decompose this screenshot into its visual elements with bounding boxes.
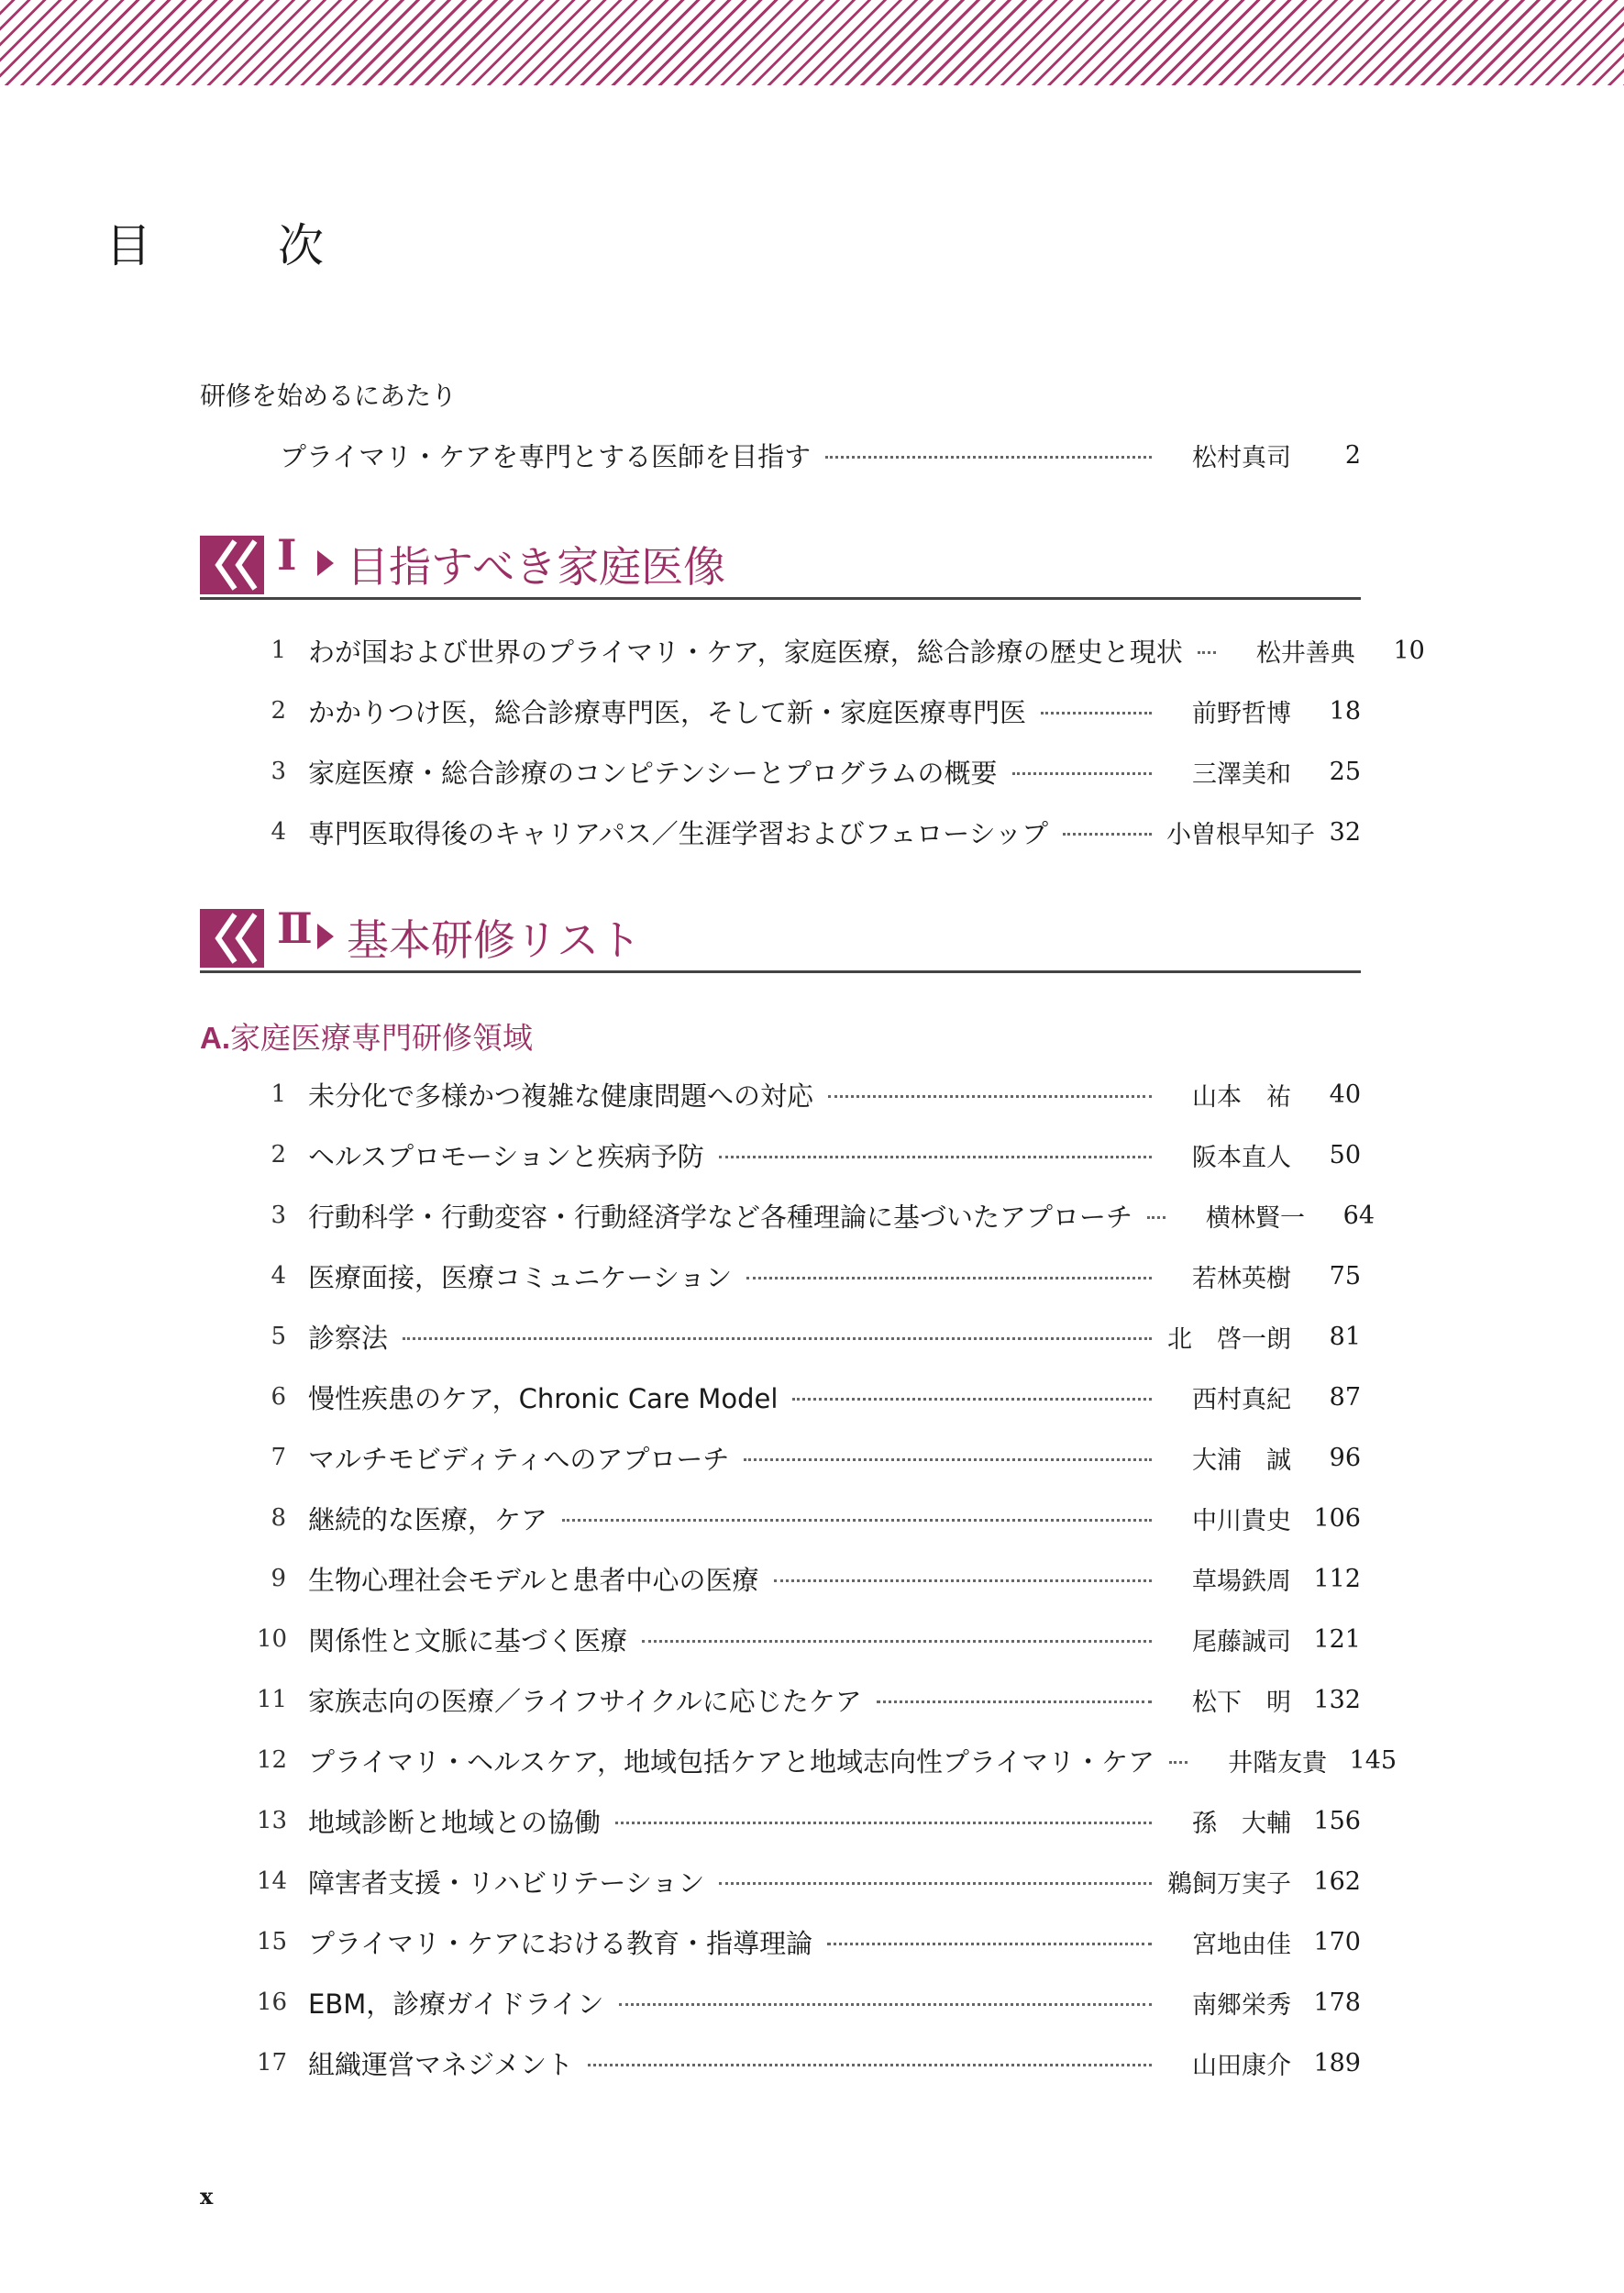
entry-author: 若林英樹 [1192,1264,1291,1293]
entry-page: 10 [1393,636,1425,665]
entry-author: 三澤美和 [1192,759,1291,789]
toc-entry[interactable] [257,1557,1361,1600]
toc-entry[interactable] [257,1981,1361,2023]
divider [200,597,1361,600]
dot-leader [1147,1216,1166,1219]
entry-page: 50 [1329,1140,1361,1169]
entry-number: 9 [271,1565,286,1592]
toc-entry[interactable] [257,629,1425,671]
entry-number: 4 [271,1262,286,1290]
entry-author: 尾藤誠司 [1192,1627,1291,1656]
entry-page: 18 [1329,696,1361,726]
entry-title: 地域診断と地域との協働 [308,1806,602,1838]
dot-leader [588,2064,1152,2066]
dot-leader [746,1277,1152,1279]
entry-title: わが国および世界のプライマリ・ケア，家庭医療，総合診療の歴史と現状 [308,636,1183,668]
toc-entry[interactable] [280,434,1361,476]
entry-number: 8 [271,1504,286,1532]
toc-entry[interactable] [257,1255,1361,1297]
entry-number: 3 [271,1202,286,1229]
dot-leader [619,2003,1153,2006]
entry-page: 112 [1313,1564,1361,1593]
entry-page: 162 [1313,1867,1361,1896]
entry-title: マルチモビディティへのアプローチ [308,1443,730,1475]
entry-page: 2 [1344,440,1361,470]
toc-entry[interactable] [257,1860,1361,1902]
entry-page: 145 [1349,1745,1398,1775]
dot-leader [1169,1761,1188,1764]
dot-leader [562,1519,1152,1522]
entry-number: 5 [271,1323,286,1350]
toc-entry[interactable] [257,1436,1361,1479]
entry-author: 松村真司 [1192,443,1291,472]
entry-number: 15 [257,1928,288,1955]
dot-leader [774,1579,1152,1582]
entry-author: 西村真紀 [1192,1385,1291,1414]
dot-leader [403,1337,1152,1340]
entry-author: 横林賢一 [1206,1203,1306,1233]
entry-page: 81 [1329,1322,1361,1351]
section-letter: A. [200,1021,230,1055]
entry-page: 178 [1313,1988,1361,2017]
entry-number: 10 [257,1625,288,1653]
toc-entry[interactable] [257,1921,1361,1963]
entry-author: 山本 祐 [1192,1082,1291,1112]
entry-title: 継続的な医療，ケア [308,1503,548,1535]
entry-number: 7 [271,1444,286,1471]
triangle-right-icon [317,550,334,576]
entry-title: EBM，診療ガイドライン [308,1988,604,2020]
entry-title: 専門医取得後のキャリアパス／生涯学習およびフェローシップ [308,817,1049,849]
toc-entry[interactable] [257,750,1361,792]
entry-title: 関係性と文脈に基づく医療 [308,1624,628,1656]
entry-author: 中川貴史 [1192,1506,1291,1535]
chevron-marker-icon [200,909,264,968]
part-2-header [200,903,1361,973]
entry-title: 生物心理社会モデルと患者中心の医療 [308,1564,759,1596]
toc-entry[interactable] [257,1678,1361,1721]
entry-title: プライマリ・ヘルスケア，地域包括ケアと地域志向性プライマリ・ケア [308,1745,1155,1778]
part-1-header [200,530,1361,600]
dot-leader [827,1943,1152,1945]
entry-number: 2 [271,1141,286,1169]
entry-page: 121 [1313,1624,1361,1654]
dot-leader [828,1095,1152,1098]
entry-page: 40 [1329,1080,1361,1109]
entry-author: 草場鉄周 [1192,1567,1291,1596]
entry-author: 大浦 誠 [1192,1446,1291,1475]
dot-leader [744,1458,1152,1461]
divider [200,970,1361,973]
entry-author: 山田康介 [1192,2051,1291,2080]
entry-author: 阪本直人 [1192,1143,1291,1172]
entry-number: 1 [271,1080,286,1108]
entry-number: 16 [257,1988,288,2016]
entry-title: ヘルスプロモーションと疾病予防 [308,1140,704,1172]
entry-author: 北 啓一朗 [1167,1324,1291,1354]
part-title: 基本研修リスト [347,915,642,965]
entry-page: 32 [1329,817,1361,847]
entry-page: 64 [1342,1201,1375,1230]
entry-title: 診察法 [308,1322,389,1354]
triangle-right-icon [317,924,334,949]
entry-number: 6 [271,1383,286,1411]
dot-leader [877,1700,1152,1703]
entry-title: 障害者支援・リハビリテーション [308,1867,705,1899]
entry-author: 小曽根早知子 [1166,820,1315,849]
dot-leader [719,1882,1152,1885]
entry-page: 132 [1313,1685,1361,1714]
entry-page: 170 [1313,1927,1361,1956]
dot-leader [1012,772,1152,775]
entry-number: 17 [257,2049,288,2077]
entry-number: 13 [257,1807,288,1834]
entry-author: 宮地由佳 [1192,1930,1291,1959]
toc-entry[interactable] [257,1134,1361,1176]
entry-number: 2 [271,697,286,725]
intro-section-title: 研修を始めるにあたり [200,381,458,411]
entry-page: 96 [1329,1443,1361,1472]
entry-page: 75 [1329,1261,1361,1291]
entry-page: 189 [1313,2048,1361,2077]
entry-title: かかりつけ医，総合診療専門医，そして新・家庭医療専門医 [308,696,1027,728]
entry-number: 11 [257,1686,288,1713]
entry-number: 14 [257,1867,288,1895]
entry-author: 井階友貴 [1228,1748,1328,1778]
entry-page: 87 [1329,1382,1361,1412]
entry-number: 12 [257,1746,288,1774]
entry-page: 25 [1329,757,1361,786]
toc-entry[interactable] [257,1497,1361,1539]
entry-title: 未分化で多様かつ複雑な健康問題への対応 [308,1080,814,1112]
entry-title: 家庭医療・総合診療のコンピテンシーとプログラムの概要 [308,757,998,789]
entry-number: 4 [271,818,286,846]
page-number: x [200,2183,214,2210]
entry-number: 1 [271,637,286,664]
dot-leader [1063,833,1152,836]
entry-title: プライマリ・ケアにおける教育・指導理論 [308,1927,813,1959]
section-a-heading [200,1014,533,1058]
toc-entry[interactable] [257,2042,1361,2084]
entry-title: 慢性疾患のケア，Chronic Care Model [308,1382,779,1414]
toc-entry[interactable] [257,690,1361,732]
dot-leader [1041,712,1152,714]
chevron-marker-icon [200,536,264,594]
entry-author: 松井善典 [1255,638,1355,668]
entry-author: 松下 明 [1192,1688,1291,1717]
entry-author: 南郷栄秀 [1192,1990,1291,2020]
toc-entry[interactable] [257,1315,1361,1357]
toc-entry[interactable] [257,1739,1398,1781]
decorative-stripe-band [0,0,1624,85]
entry-author: 鵜飼万実子 [1167,1869,1291,1899]
toc-entry[interactable] [257,811,1361,853]
dot-leader [792,1398,1152,1401]
toc-entry[interactable] [257,1618,1361,1660]
entry-title: プライマリ・ケアを専門とする医師を目指す [280,440,812,472]
dot-leader [615,1822,1152,1824]
dot-leader [825,456,1152,459]
part-numeral: Ⅰ [277,530,297,580]
part-title: 目指すべき家庭医像 [347,542,726,592]
page-title: 目 次 [105,219,364,272]
entry-page: 156 [1313,1806,1361,1835]
entry-title: 組織運営マネジメント [308,2048,574,2080]
toc-entry[interactable] [257,1194,1375,1236]
entry-number: 3 [271,758,286,785]
entry-title: 医療面接，医療コミュニケーション [308,1261,733,1293]
entry-author: 孫 大輔 [1192,1809,1291,1838]
dot-leader [1198,651,1216,654]
toc-entry[interactable] [257,1376,1361,1418]
entry-author: 前野哲博 [1192,699,1291,728]
entry-title: 家族志向の医療／ライフサイクルに応じたケア [308,1685,862,1717]
toc-entry[interactable] [257,1800,1361,1842]
part-numeral: Ⅱ [277,903,313,953]
entry-title: 行動科学・行動変容・行動経済学など各種理論に基づいたアプローチ [308,1201,1133,1233]
toc-entry[interactable] [257,1073,1361,1115]
entry-page: 106 [1313,1503,1361,1533]
dot-leader [642,1640,1152,1643]
section-title: 家庭医療専門研修領域 [230,1020,533,1056]
dot-leader [719,1156,1152,1158]
